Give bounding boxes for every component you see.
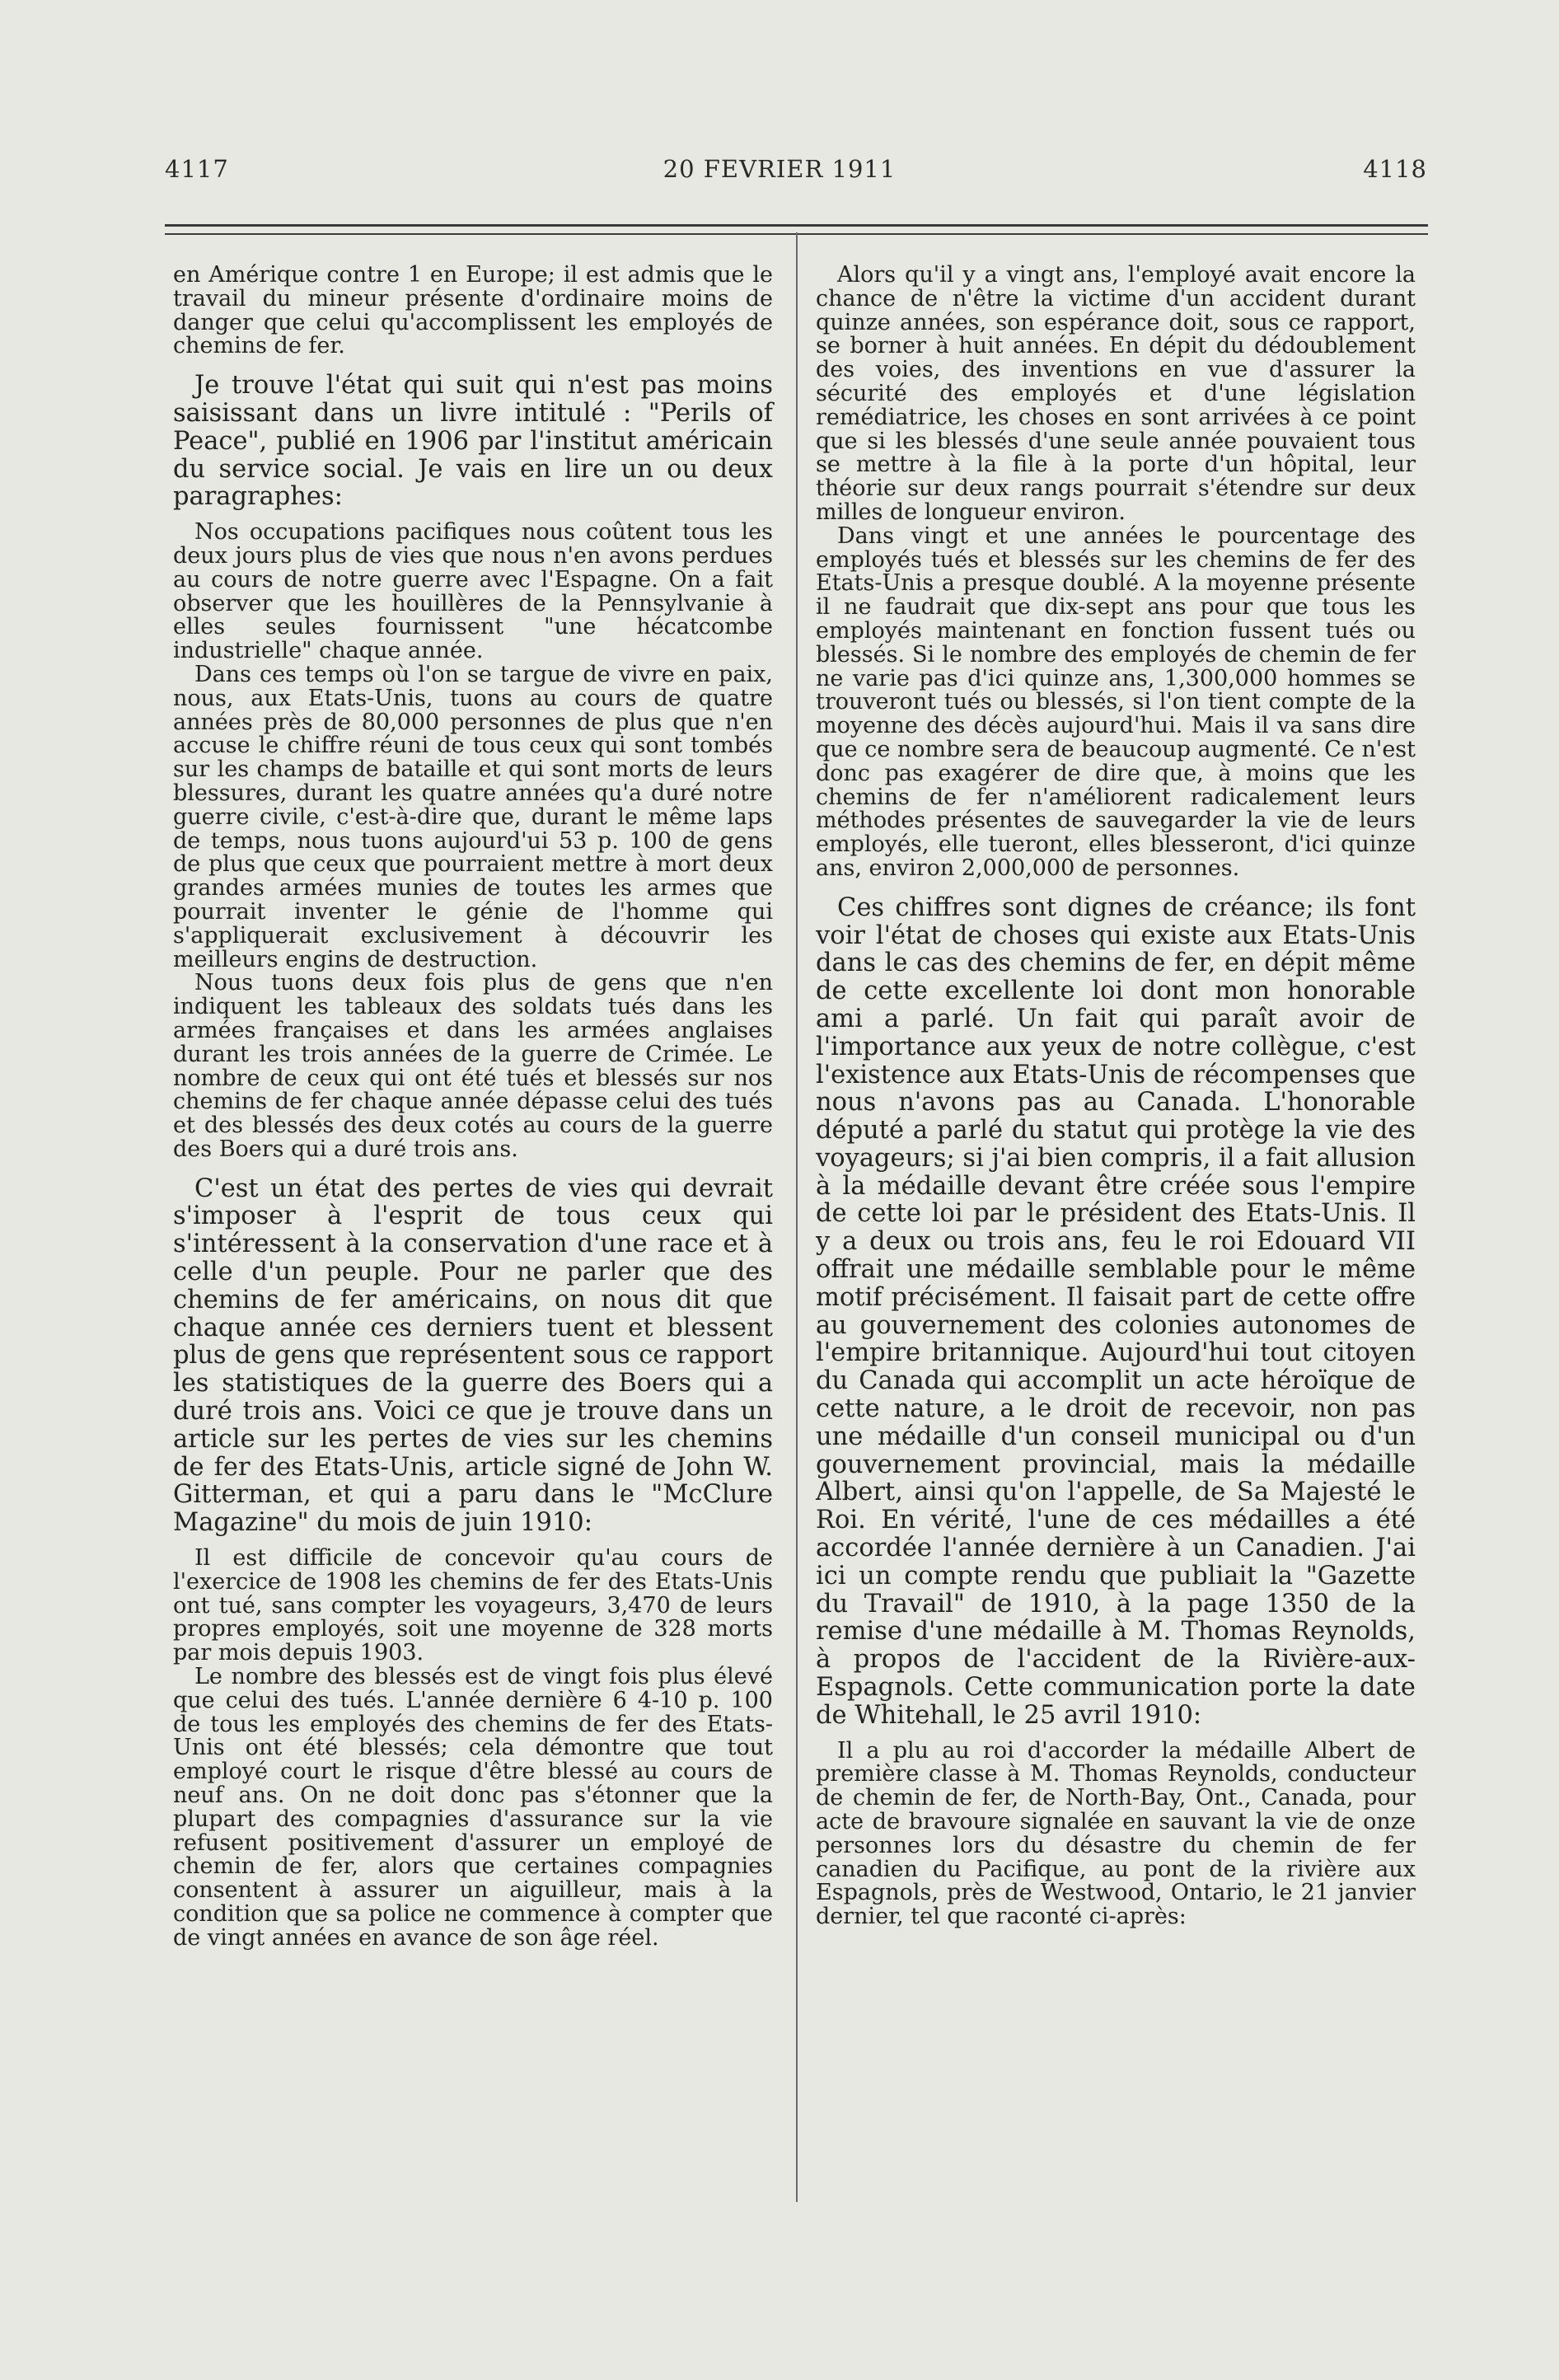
left-column (173, 264, 773, 1951)
right-page-number: 4118 (1363, 155, 1427, 183)
quoted-paragraph: Nos occupations pacifiques nous coûtent tous les deux jours plus de vies que nous n'en avons perdues au cours de notre guerre avec l'Espagne. On a fait observer que les houillères de la Pennsylvanie à elles seules fournissent "une hécatcombe industrielle" chaque année. (173, 519, 773, 664)
header-rule-thick (165, 224, 1428, 227)
paragraph: Je trouve l'état qui suit qui n'est pas moins saisissant dans un livre intitulé : "Perils of Peace", publié en 1906 par l'institut américain du service social. Je vais en lire un ou deux paragraphes: (173, 371, 773, 512)
quoted-paragraph: Alors qu'il y a vingt ans, l'employé avait encore la chance de n'être la victime d'un accident durant quinze années, son espérance doit, sous ce rapport, se borner à huit années. En dépit du dédoublement des voies, des inventions en vue d'assurer la sécurité des employés et d'une législation remédiatrice, les choses en sont arrivées à ce point que si les blessés d'une seule année pouvaient tous se mettre à la file à la porte d'un hôpital, leur théorie sur deux rangs pourrait s'étendre sur deux milles de longueur environ. (816, 262, 1416, 525)
quoted-paragraph: Il est difficile de concevoir qu'au cours de l'exercice de 1908 les chemins de fer des Etats-Unis ont tué, sans compter les voyageurs, 3,470 de leurs propres employés, soit une moyenne de 328 morts par mois depuis 1903. (173, 1545, 773, 1666)
paragraph: en Amérique contre 1 en Europe; il est admis que le travail du mineur présente d'ordinaire moins de danger que celui qu'accomplissent les employés de chemins de fer. (173, 262, 773, 359)
quoted-paragraph: Dans vingt et une années le pourcentage des employés tués et blessés sur les chemins de fer des Etats-Unis a presque doublé. A la moyenne présente il ne faudrait que dix-sept ans pour que tous les employés maintenant en fonction fussent tués ou blessés. Si le nombre des employés de chemin de fer ne varie pas d'ici quinze ans, 1,300,000 hommes se trouveront tués ou blessés, si l'on tient compte de la moyenne des décès aujourd'hui. Mais il va sans dire que ce nombre sera de beaucoup augmenté. Ce n'est donc pas exagérer de dire que, à moins que les chemins de fer n'améliorent radicalement leurs méthodes présentes de sauvegarder la vie de leurs employés, elle tueront, elles blesseront, d'ici quinze ans, environ 2,000,000 de personnes. (816, 522, 1416, 881)
quoted-paragraph: Le nombre des blessés est de vingt fois plus élevé que celui des tués. L'année dernière 6 4-10 p. 100 de tous les employés des chemins de fer des Etats-Unis ont été blessés; cela démontre que tout employé court le risque d'être blessé au cours de neuf ans. On ne doit donc pas s'étonner que la plupart des compagnies d'assurance sur la vie refusent positivement d'assurer un employé de chemin de fer, alors que certaines compagnies consentent à assurer un aiguilleur, mais à la condition que sa police ne commence à compter que de vingt années en avance de son âge réel. (173, 1664, 773, 1951)
quoted-paragraph: Il a plu au roi d'accorder la médaille Albert de première classe à M. Thomas Reynolds, conducteur de chemin de fer, de North-Bay, Ont., Canada, pour acte de bravoure signalée en sauvant la vie de onze personnes lors du désastre du chemin de fer canadien du Pacifique, au pont de la rivière aux Espagnols, près de Westwood, Ontario, le 21 janvier dernier, tel que raconté ci-après: (816, 1737, 1416, 1930)
paragraph: C'est un état des pertes de vies qui devrait s'imposer à l'esprit de tous ceux qui s'intéressent à la conservation d'une race et à celle d'un peuple. Pour ne parler que des chemins de fer américains, on nous dit que chaque année ces derniers tuent et blessent plus de gens que représentent sous ce rapport les statistiques de la guerre des Boers qui a duré trois ans. Voici ce que je trouve dans un article sur les pertes de vies sur les chemins de fer des Etats-Unis, article signé de John W. Gitterman, et qui a paru dans le "McClure Magazine" du mois de juin 1910: (173, 1174, 773, 1538)
quoted-paragraph: Dans ces temps où l'on se targue de vivre en paix, nous, aux Etats-Unis, tuons au cours de quatre années près de 80,000 personnes de plus que n'en accuse le chiffre réuni de tous ceux qui sont tombés sur les champs de bataille et qui sont morts de leurs blessures, durant les quatre années qu'a duré notre guerre civile, c'est-à-dire que, durant le même laps de temps, nous tuons aujourd'ui 53 p. 100 de gens de plus que ceux que pourraient mettre à mort deux grandes armées munies de toutes les armes que pourrait inventer le génie de l'homme qui s'appliquerait exclusivement à découvrir les meilleurs engins de destruction. (173, 661, 773, 972)
paragraph: Ces chiffres sont dignes de créance; ils font voir l'état de choses qui existe aux Etats-Unis dans le cas des chemins de fer, en dépit même de cette excellente loi dont mon honorable ami a parlé. Un fait qui paraît avoir de l'importance aux yeux de notre collègue, c'est l'existence aux Etats-Unis de récompenses que nous n'avons pas au Canada. L'honorable député a parlé du statut qui protège la vie des voyageurs; si j'ai bien compris, il a fait allusion à la médaille devant être créée sous l'empire de cette loi par le président des Etats-Unis. Il y a deux ou trois ans, feu le roi Edouard VII offrait une médaille semblable pour le même motif précisément. Il faisait part de cette offre au gouvernement des colonies autonomes de l'empire britannique. Aujourd'hui tout citoyen du Canada qui accomplit un acte héroïque de cette nature, a le droit de recevoir, non pas une médaille d'un conseil municipal ou d'un gouvernement provincial, mais la médaille Albert, ainsi qu'on l'appelle, de Sa Majesté le Roi. En vérité, l'une de ces médailles a été accordée l'année dernière à un Canadien. J'ai ici un compte rendu que publiait la "Gazette du Travail" de 1910, à la page 1350 de la remise d'une médaille à M. Thomas Reynolds, à propos de l'accident de la Rivière-aux-Espagnols. Cette communication porte la date de Whitehall, le 25 avril 1910: (816, 892, 1416, 1730)
page-date-header: 20 FEVRIER 1911 (662, 155, 897, 183)
left-page-number: 4117 (165, 155, 229, 183)
quoted-paragraph: Nous tuons deux fois plus de gens que n'en indiquent les tableaux des soldats tués dans les armées françaises et dans les armées anglaises durant les trois années de la guerre de Crimée. Le nombre de ceux qui ont été tués et blessés sur nos chemins de fer chaque année dépasse celui des tués et des blessés des deux cotés au cours de la guerre des Boers qui a duré trois ans. (173, 970, 773, 1162)
column-divider (796, 232, 798, 2202)
right-column (816, 264, 1416, 1929)
